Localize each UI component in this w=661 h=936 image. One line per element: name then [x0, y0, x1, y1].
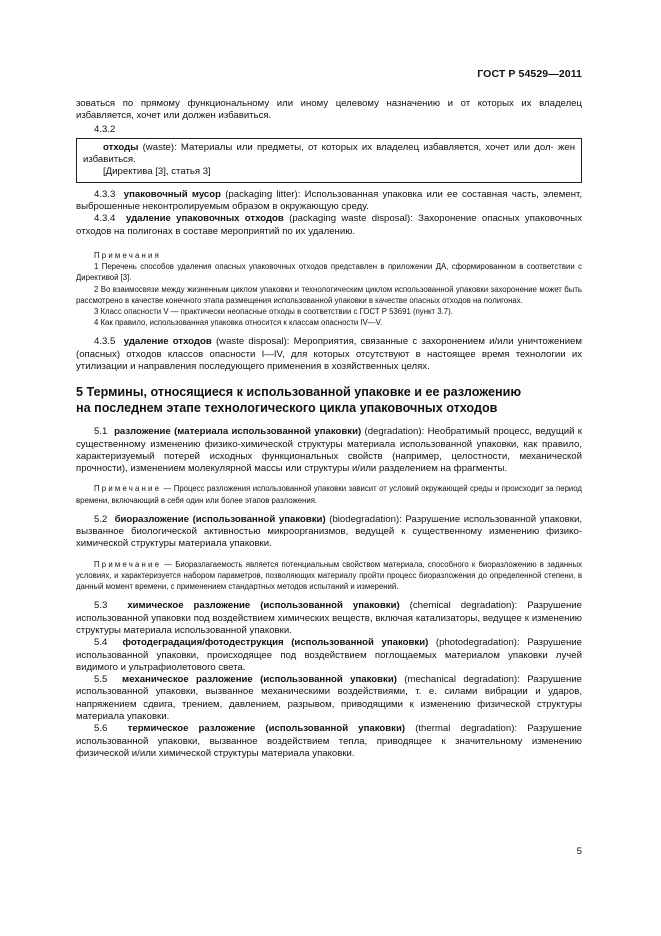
clause-5-2-number: 5.2 — [94, 513, 108, 525]
standard-code-header: ГОСТ Р 54529—2011 — [477, 68, 582, 80]
clause-4-3-5-number: 4.3.5 — [94, 336, 116, 348]
note-3: 3 Класс опасности V — практически неопасные отходы в соответствии с ГОСТ Р 53691 (пункт 3.7). — [94, 306, 453, 316]
clause-5-1 — [76, 426, 582, 475]
term-waste: отходы — [103, 141, 139, 153]
term-packaging-litter: упаковочный мусор — [123, 188, 221, 200]
intro-paragraph — [76, 98, 582, 123]
waste-definition — [83, 142, 575, 167]
clause-4-3-5-text: (waste disposal): Мероприятия, связанные с захоронением и/или уничтожением (опасных) отходов классов опасности I—IV, для которых отсутствуют в настоящее время технологии их утилизации и направления последующего применения в хозяйственных целях. — [76, 336, 582, 372]
note-5-1-label: Примечание — [94, 484, 162, 494]
note-5-2-label: Примечание — [94, 559, 162, 569]
clause-5-2-text: (biodegradation): Разрушение использованной упаковки, вызванное биологической активностью микроорганизмов, ведущей к существенному изменению физико-химической структуры материала упаковки. — [76, 513, 582, 550]
clause-5-5 — [76, 674, 582, 723]
page-content — [76, 98, 582, 760]
section-5-heading-line-2: на последнем этапе технологического цикла упаковочных отходов — [76, 400, 498, 415]
clause-5-3 — [76, 600, 582, 637]
term-chemical-degradation: химическое разложение (использованной упаковки) — [127, 600, 400, 612]
clause-5-5-text: (mechanical degradation): Разрушение использованной упаковки, вызванное механическими воздействиями, т. е. силами вибрации и ударов, напряжением сдвига, трением, давлением, разрывом, приводящими к изменению физической структуры материала упаковки. — [76, 674, 582, 723]
section-5-heading-line-1: 5 Термины, относящиеся к использованной упаковке и ее разложению — [76, 385, 522, 400]
notes-title-text: Примечания — [94, 250, 162, 260]
page-number: 5 — [576, 846, 582, 857]
notes-title — [76, 250, 582, 261]
clause-4-3-4-number: 4.3.4 — [94, 213, 116, 225]
clause-5-6-number: 5.6 — [94, 723, 108, 735]
term-photodegradation: фотодеградация/фотодеструкция (использованной упаковки) — [122, 637, 429, 649]
clause-5-1-text: (degradation): Необратимый процесс, ведущий к существенному изменению физико-химической структуры материала использованной упаковки, как правило, характеризуемый потерей исходных функциональных свойств (например, целостности, механической прочности), изменением молекулярной массы или структуры и/или разделением на фрагменты. — [76, 426, 582, 475]
note-4: 4 Как правило, использованная упаковка относится к классам опасности IV—V. — [94, 318, 383, 328]
term-thermal-degradation: термическое разложение (использованной упаковки) — [127, 723, 406, 735]
clause-5-4-text: (photodegradation): Разрушение использованной упаковки, происходящее под воздействием поглощаемых материалом упаковки лучей видимого и ультрафиолетового света. — [76, 637, 582, 673]
directive-reference: [Директива [3], статья 3] — [103, 166, 211, 178]
clause-5-2 — [76, 514, 582, 551]
term-waste-disposal: удаление отходов — [123, 336, 212, 348]
clause-4-3-3-number: 4.3.3 — [94, 188, 116, 200]
clause-5-3-text: (chemical degradation): Разрушение использованной упаковки под воздействием химических веществ, включая катализаторы, ведущее к изменению структуры материала использованной упаковки. — [76, 600, 582, 636]
note-1: 1 Перечень способов удаления опасных упаковочных отходов представлен в приложении ДА, сформированном в соответствии с Директивой [3]. — [76, 262, 582, 283]
note-5-1-text: — Процесс разложения использованной упаковки зависит от условий окружающей среды и происходит за период времени, включающий в себя один или более этапов разложения. — [76, 484, 582, 505]
note-2: 2 Во взаимосвязи между жизненным циклом упаковки и технологическим циклом использованной упаковки захоронение может быть рассмотрено в качестве конечного этапа размещения использованной упаковки в качестве опасных отходов на полигонах. — [76, 284, 582, 305]
intro-line-1: зоваться по прямому функциональному или иному целевому назначению и от которых их владелец — [76, 98, 582, 109]
note-5-1 — [76, 483, 582, 505]
clause-5-3-number: 5.3 — [94, 600, 108, 612]
clause-4-3-3-text: (packaging litter): Использованная упаковка или ее составная часть, элемент, выброшенные неконтролируемым образом в окружающую среду. — [76, 188, 582, 213]
clause-4-3-3 — [76, 189, 582, 214]
term-packaging-waste-disposal: удаление упаковочных отходов — [126, 213, 284, 225]
notes-block-1 — [76, 250, 582, 328]
clause-5-4-number: 5.4 — [94, 637, 108, 649]
clause-5-4 — [76, 637, 582, 674]
waste-definition-text: (waste): Материалы или предметы, от которых их владелец избавляется, хочет или дол- — [138, 141, 554, 153]
clause-5-6-text: (thermal degradation): Разрушение использованной упаковки, вызванное воздействием тепла, приводящее к значительному изменению физической и/или химической структуры материала упаковки. — [76, 723, 582, 759]
term-mechanical-degradation: механическое разложение (использованной упаковки) — [122, 674, 397, 686]
term-degradation: разложение (материала использованной упаковки) — [114, 426, 362, 438]
clause-5-6 — [76, 723, 582, 760]
note-5-2 — [76, 559, 582, 593]
clause-5-1-number: 5.1 — [94, 426, 108, 438]
clause-4-3-2-number: 4.3.2 — [94, 123, 116, 135]
note-5-2-text: — Биоразлагаемость является потенциальным свойством материала, способного к биоразложению в заданных условиях, и характеризуется набором параметров, позволяющих материалу пройти процесс биоразложения до определенной степени, в данный момент времени, с применением стандартных методов испытаний и измерений. — [76, 559, 582, 592]
term-biodegradation: биоразложение (использованной упаковки) — [114, 513, 326, 525]
clause-4-3-5 — [76, 336, 582, 373]
clause-4-3-4 — [76, 213, 582, 238]
waste-definition-box — [76, 138, 582, 183]
waste-definition-cont: жен избавиться. — [83, 141, 575, 166]
clause-4-3-4-text: (packaging waste disposal): Захоронение опасных упаковочных отходов на полигонах в составе мероприятий по их удалению. — [76, 213, 582, 237]
section-5-heading — [76, 385, 582, 416]
clause-5-5-number: 5.5 — [94, 674, 108, 686]
intro-line-2: избавляется, хочет или должен избавиться. — [76, 110, 272, 122]
